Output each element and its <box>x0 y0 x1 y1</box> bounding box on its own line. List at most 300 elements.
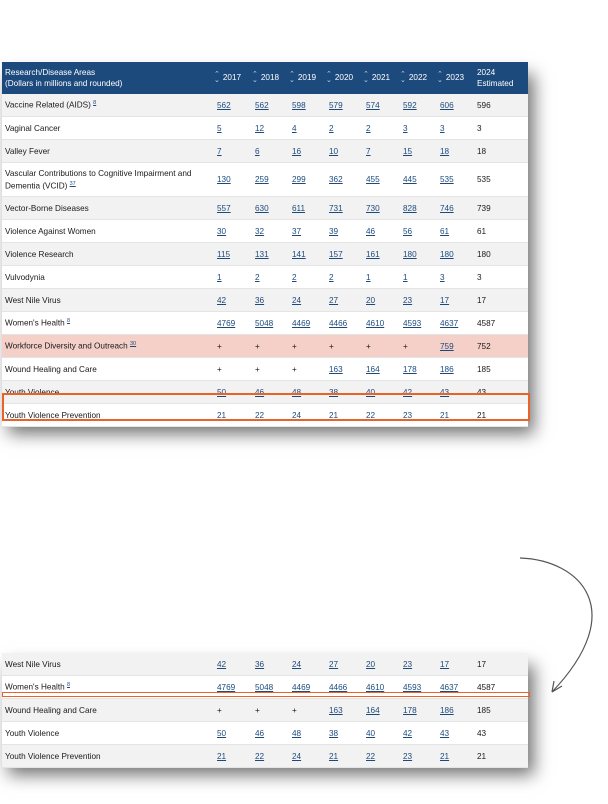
header-estimated-column[interactable]: 2024 Estimated <box>477 68 514 88</box>
value-link[interactable]: 4466 <box>329 318 348 328</box>
value-link[interactable]: 38 <box>329 387 339 397</box>
year-value-cell[interactable] <box>326 653 363 676</box>
value-link[interactable]: 27 <box>329 295 339 305</box>
year-value-cell[interactable] <box>363 117 400 140</box>
year-value-cell[interactable] <box>289 404 326 427</box>
estimated-value-cell: 535 <box>474 163 528 197</box>
year-value-cell[interactable] <box>400 243 437 266</box>
year-value-cell[interactable] <box>252 653 289 676</box>
value-link[interactable]: 592 <box>403 100 417 110</box>
value-link[interactable]: 7 <box>366 146 371 156</box>
value-link[interactable]: 2 <box>329 272 334 282</box>
table-row <box>2 745 528 768</box>
value-link[interactable]: 4769 <box>217 318 236 328</box>
year-value-cell[interactable] <box>289 163 326 197</box>
value-link[interactable]: 21 <box>217 410 227 420</box>
sort-updown-icon[interactable]: ⌃ ⌄ <box>400 71 406 84</box>
year-value-cell[interactable] <box>326 266 363 289</box>
year-value-cell[interactable] <box>326 197 363 220</box>
estimated-value-cell: 180 <box>474 243 528 266</box>
year-value-cell[interactable] <box>252 94 289 117</box>
year-value-cell[interactable] <box>437 163 474 197</box>
estimated-value-cell: 752 <box>474 335 528 358</box>
value-link[interactable]: 12 <box>255 123 265 133</box>
value-link[interactable]: 36 <box>255 295 265 305</box>
value-link[interactable]: 574 <box>366 100 380 110</box>
value-link[interactable]: 180 <box>403 249 417 259</box>
year-value-cell[interactable] <box>289 117 326 140</box>
year-value-cell[interactable] <box>437 335 474 358</box>
year-value-cell[interactable] <box>400 312 437 335</box>
year-value-cell[interactable] <box>252 117 289 140</box>
value-link[interactable]: 178 <box>403 705 417 715</box>
year-value-cell[interactable] <box>437 745 474 768</box>
value-link[interactable]: 38 <box>329 728 339 738</box>
value-link[interactable]: 4637 <box>440 318 459 328</box>
year-value-cell[interactable] <box>326 722 363 745</box>
year-value-cell[interactable] <box>363 404 400 427</box>
year-value-cell[interactable] <box>326 117 363 140</box>
year-value-cell[interactable] <box>326 312 363 335</box>
year-value-cell[interactable] <box>363 94 400 117</box>
year-value-cell[interactable] <box>400 358 437 381</box>
value-link[interactable]: 186 <box>440 705 454 715</box>
value-link[interactable]: 4593 <box>403 318 422 328</box>
value-link[interactable]: 42 <box>403 387 413 397</box>
value-link[interactable]: 48 <box>292 387 302 397</box>
year-value-cell[interactable] <box>363 722 400 745</box>
year-value-cell[interactable] <box>363 358 400 381</box>
value-link[interactable]: 828 <box>403 203 417 213</box>
value-link[interactable]: 186 <box>440 364 454 374</box>
value-link[interactable]: 180 <box>440 249 454 259</box>
value-link[interactable]: 4469 <box>292 682 311 692</box>
year-value-cell[interactable] <box>326 404 363 427</box>
header-year-2020[interactable]: ⌃ ⌄ 2020 <box>326 71 354 84</box>
value-link[interactable]: 115 <box>217 249 231 259</box>
year-value-cell[interactable] <box>326 220 363 243</box>
value-link[interactable]: 42 <box>217 659 227 669</box>
year-value-cell[interactable] <box>400 699 437 722</box>
value-link[interactable]: 23 <box>403 295 413 305</box>
value-link[interactable]: 4610 <box>366 682 385 692</box>
value-link[interactable]: 22 <box>366 410 376 420</box>
year-value-cell[interactable] <box>363 312 400 335</box>
year-value-cell[interactable] <box>252 140 289 163</box>
table-row <box>2 94 528 117</box>
value-link[interactable]: 23 <box>403 659 413 669</box>
sort-updown-icon[interactable]: ⌃ ⌄ <box>289 71 295 84</box>
table-row <box>2 335 528 358</box>
table-row <box>2 358 528 381</box>
sort-updown-icon[interactable]: ⌃ ⌄ <box>252 71 258 84</box>
value-link[interactable]: 27 <box>329 659 339 669</box>
value-link[interactable]: 21 <box>217 751 227 761</box>
value-link[interactable]: 56 <box>403 226 413 236</box>
value-link[interactable]: 2 <box>329 123 334 133</box>
value-link[interactable]: 259 <box>255 175 269 184</box>
value-link[interactable]: 2 <box>366 123 371 133</box>
year-value-cell[interactable] <box>326 94 363 117</box>
value-link[interactable]: 163 <box>329 705 343 715</box>
header-year-2022[interactable]: ⌃ ⌄ 2022 <box>400 71 428 84</box>
header-area-sublabel: (Dollars in millions and rounded) <box>5 79 123 88</box>
year-value-cell[interactable] <box>400 94 437 117</box>
row-area-name: Wound Healing and Care <box>2 699 214 722</box>
value-link[interactable]: 1 <box>366 272 371 282</box>
footnote-link[interactable]: 30 <box>130 341 137 348</box>
value-link[interactable]: 22 <box>255 410 265 420</box>
value-link[interactable]: 2 <box>292 272 297 282</box>
year-value-cell[interactable] <box>400 197 437 220</box>
value-link[interactable]: 17 <box>440 659 450 669</box>
year-value-cell[interactable] <box>363 289 400 312</box>
value-link[interactable]: 731 <box>329 203 343 213</box>
year-value-cell[interactable] <box>400 140 437 163</box>
year-value-cell[interactable] <box>437 117 474 140</box>
year-value-cell[interactable] <box>400 163 437 197</box>
year-value-cell[interactable] <box>289 220 326 243</box>
value-link[interactable]: 21 <box>329 751 339 761</box>
value-link[interactable]: 4637 <box>440 682 459 692</box>
value-link[interactable]: 40 <box>366 387 376 397</box>
footnote-link[interactable]: 8 <box>93 100 97 107</box>
value-link[interactable]: 30 <box>217 226 227 236</box>
row-area-name: Vaccine Related (AIDS) $^8$ <box>2 94 214 117</box>
year-value-cell[interactable] <box>437 94 474 117</box>
value-link[interactable]: 43 <box>440 387 450 397</box>
value-link[interactable]: 141 <box>292 249 306 259</box>
value-link[interactable]: 4610 <box>366 318 385 328</box>
year-value-cell[interactable] <box>437 140 474 163</box>
value-link[interactable]: 21 <box>440 751 450 761</box>
value-link[interactable]: 36 <box>255 659 265 669</box>
year-value-cell: + <box>400 335 437 358</box>
year-value-cell[interactable] <box>363 699 400 722</box>
year-value-cell[interactable] <box>437 243 474 266</box>
year-value-cell[interactable] <box>289 266 326 289</box>
year-value-cell[interactable] <box>363 653 400 676</box>
value-link[interactable]: 61 <box>440 226 450 236</box>
value-link[interactable]: 24 <box>292 295 302 305</box>
year-value-cell[interactable] <box>214 381 252 404</box>
value-link[interactable]: 16 <box>292 146 302 156</box>
estimated-value-cell: 4587 <box>474 312 528 335</box>
year-value-cell[interactable] <box>363 140 400 163</box>
value-link[interactable]: 20 <box>366 295 376 305</box>
year-value-cell[interactable] <box>400 745 437 768</box>
table-row <box>2 140 528 163</box>
table-row <box>2 163 528 197</box>
sort-updown-icon[interactable]: ⌃ ⌄ <box>363 71 369 84</box>
value-link[interactable]: 17 <box>440 295 450 305</box>
year-value-cell[interactable] <box>214 117 252 140</box>
year-value-cell[interactable] <box>214 745 252 768</box>
year-value-cell[interactable] <box>437 220 474 243</box>
year-value-cell[interactable] <box>252 722 289 745</box>
value-link[interactable]: 579 <box>329 100 343 110</box>
value-link[interactable]: 157 <box>329 249 343 259</box>
bottom-table-body <box>2 653 528 768</box>
year-value-cell[interactable] <box>214 289 252 312</box>
year-value-cell[interactable] <box>437 289 474 312</box>
year-value-cell[interactable] <box>437 699 474 722</box>
value-link[interactable]: 24 <box>292 751 302 761</box>
value-link[interactable]: 23 <box>403 751 413 761</box>
value-link[interactable]: 40 <box>366 728 376 738</box>
value-link[interactable]: 4466 <box>329 682 348 692</box>
value-link[interactable]: 445 <box>403 175 417 184</box>
value-link[interactable]: 4593 <box>403 682 422 692</box>
value-link[interactable]: 562 <box>217 100 231 110</box>
year-value-cell[interactable] <box>252 312 289 335</box>
value-link[interactable]: 48 <box>292 728 302 738</box>
year-value-cell[interactable] <box>400 220 437 243</box>
row-area-name: Violence Research <box>2 243 214 266</box>
year-value-cell: + <box>289 335 326 358</box>
year-value-cell[interactable] <box>252 220 289 243</box>
footnote-link[interactable]: 37 <box>69 180 76 187</box>
year-value-cell[interactable] <box>400 266 437 289</box>
value-link[interactable]: 131 <box>255 249 269 259</box>
year-value-cell[interactable] <box>326 381 363 404</box>
value-link[interactable]: 2 <box>255 272 260 282</box>
year-value-cell[interactable] <box>214 404 252 427</box>
year-value-cell[interactable] <box>252 197 289 220</box>
year-value-cell[interactable] <box>326 745 363 768</box>
table-row <box>2 312 528 335</box>
sort-updown-icon[interactable]: ⌃ ⌄ <box>214 71 220 84</box>
estimated-value-cell: 21 <box>474 404 528 427</box>
value-link[interactable]: 22 <box>255 751 265 761</box>
value-link[interactable]: 606 <box>440 100 454 110</box>
table-row <box>2 722 528 745</box>
year-value-cell[interactable] <box>289 653 326 676</box>
table-header-row <box>2 62 528 94</box>
header-year-2023[interactable]: ⌃ ⌄ 2023 <box>437 71 465 84</box>
year-value-cell[interactable] <box>437 266 474 289</box>
top-table-body <box>2 94 528 427</box>
year-value-cell: + <box>289 699 326 722</box>
value-link[interactable]: 22 <box>366 751 376 761</box>
value-link[interactable]: 455 <box>366 175 380 184</box>
year-value-cell[interactable] <box>437 312 474 335</box>
value-link[interactable]: 32 <box>255 226 265 236</box>
estimated-value-cell: 61 <box>474 220 528 243</box>
footnote-link[interactable]: 8 <box>66 682 71 689</box>
value-link[interactable]: 23 <box>403 410 413 420</box>
value-link[interactable]: 630 <box>255 203 269 213</box>
year-value-cell[interactable] <box>252 163 289 197</box>
row-area-name: Youth Violence <box>2 381 214 404</box>
year-value-cell[interactable] <box>214 140 252 163</box>
value-link[interactable]: 178 <box>403 364 417 374</box>
year-value-cell[interactable] <box>252 745 289 768</box>
estimated-value-cell: 185 <box>474 358 528 381</box>
value-link[interactable]: 3 <box>440 123 445 133</box>
value-link[interactable]: 24 <box>292 659 302 669</box>
value-link[interactable]: 50 <box>217 728 227 738</box>
estimated-value-cell: 21 <box>474 745 528 768</box>
value-link[interactable]: 299 <box>292 175 306 184</box>
year-value-cell[interactable] <box>214 312 252 335</box>
value-link[interactable]: 535 <box>440 175 454 184</box>
value-link[interactable]: 7 <box>217 146 222 156</box>
value-link[interactable]: 1 <box>217 272 222 282</box>
year-value-cell[interactable] <box>289 381 326 404</box>
year-value-cell[interactable] <box>252 243 289 266</box>
year-value-cell: + <box>252 335 289 358</box>
value-link[interactable]: 42 <box>217 295 227 305</box>
value-link[interactable]: 46 <box>366 226 376 236</box>
year-value-cell[interactable] <box>252 404 289 427</box>
value-link[interactable]: 730 <box>366 203 380 213</box>
value-link[interactable]: 15 <box>403 146 413 156</box>
value-link[interactable]: 43 <box>440 728 450 738</box>
value-link[interactable]: 5048 <box>255 682 274 692</box>
year-value-cell[interactable] <box>214 94 252 117</box>
value-link[interactable]: 4469 <box>292 318 311 328</box>
year-value-cell[interactable] <box>400 722 437 745</box>
year-value-cell[interactable] <box>363 163 400 197</box>
year-value-cell[interactable] <box>252 289 289 312</box>
sort-updown-icon[interactable]: ⌃ ⌄ <box>326 71 332 84</box>
year-value-cell[interactable] <box>437 381 474 404</box>
value-link[interactable]: 5 <box>217 123 222 133</box>
year-value-cell[interactable] <box>363 381 400 404</box>
year-value-cell[interactable] <box>214 243 252 266</box>
value-link[interactable]: 10 <box>329 146 339 156</box>
bottom-table-panel <box>2 653 528 763</box>
year-value-cell[interactable] <box>289 197 326 220</box>
year-value-cell[interactable] <box>363 745 400 768</box>
value-link[interactable]: 42 <box>403 728 413 738</box>
value-link[interactable]: 4 <box>292 123 297 133</box>
table-row <box>2 220 528 243</box>
value-link[interactable]: 746 <box>440 203 454 213</box>
year-value-cell[interactable] <box>363 197 400 220</box>
row-area-name: West Nile Virus <box>2 289 214 312</box>
value-link[interactable]: 18 <box>440 146 450 156</box>
value-link[interactable]: 20 <box>366 659 376 669</box>
value-link[interactable]: 21 <box>329 410 339 420</box>
value-link[interactable]: 5048 <box>255 318 274 328</box>
value-link[interactable]: 557 <box>217 203 231 213</box>
year-value-cell[interactable] <box>289 289 326 312</box>
footnote-link[interactable]: 8 <box>66 318 71 325</box>
header-year-2019[interactable]: ⌃ ⌄ 2019 <box>289 71 317 84</box>
year-value-cell: + <box>363 335 400 358</box>
estimated-value-cell: 739 <box>474 197 528 220</box>
year-value-cell[interactable] <box>437 197 474 220</box>
year-value-cell: + <box>214 358 252 381</box>
year-value-cell[interactable] <box>437 722 474 745</box>
year-value-cell[interactable] <box>326 289 363 312</box>
table-row <box>2 404 528 427</box>
estimated-value-cell: 43 <box>474 381 528 404</box>
year-value-cell[interactable] <box>252 381 289 404</box>
value-link[interactable]: 39 <box>329 226 339 236</box>
value-link[interactable]: 164 <box>366 705 380 715</box>
year-value-cell[interactable] <box>400 381 437 404</box>
value-link[interactable]: 37 <box>292 226 302 236</box>
year-value-cell[interactable] <box>437 358 474 381</box>
value-link[interactable]: 611 <box>292 203 306 213</box>
value-link[interactable]: 362 <box>329 175 343 184</box>
year-value-cell[interactable] <box>326 358 363 381</box>
year-value-cell[interactable] <box>400 117 437 140</box>
year-value-cell[interactable] <box>400 404 437 427</box>
year-value-cell[interactable] <box>214 266 252 289</box>
row-area-name: Vascular Contributions to Cognitive Impairment and Dementia (VCID) $^{37}$ <box>2 163 214 197</box>
year-value-cell[interactable] <box>326 243 363 266</box>
year-value-cell[interactable] <box>400 289 437 312</box>
year-value-cell[interactable] <box>326 140 363 163</box>
value-link[interactable]: 3 <box>440 272 445 282</box>
year-value-cell[interactable] <box>252 266 289 289</box>
year-value-cell[interactable] <box>326 699 363 722</box>
year-value-cell[interactable] <box>363 220 400 243</box>
value-link[interactable]: 598 <box>292 100 306 110</box>
row-area-name: Vaginal Cancer <box>2 117 214 140</box>
year-value-cell[interactable] <box>326 163 363 197</box>
value-link[interactable]: 3 <box>403 123 408 133</box>
year-value-cell[interactable] <box>400 653 437 676</box>
header-area-column[interactable] <box>2 62 214 94</box>
year-value-cell[interactable] <box>214 220 252 243</box>
value-link[interactable]: 46 <box>255 387 265 397</box>
year-value-cell[interactable] <box>214 653 252 676</box>
header-year-2017[interactable]: ⌃ ⌄ 2017 <box>214 71 242 84</box>
value-link[interactable]: 4769 <box>217 682 236 692</box>
row-area-name: Women's Health $^8$ <box>2 676 214 699</box>
year-value-cell[interactable] <box>289 140 326 163</box>
table-row <box>2 117 528 140</box>
year-value-cell[interactable] <box>363 266 400 289</box>
year-value-cell[interactable] <box>289 745 326 768</box>
value-link[interactable]: 562 <box>255 100 269 110</box>
sort-updown-icon[interactable]: ⌃ ⌄ <box>437 71 443 84</box>
value-link[interactable]: 759 <box>440 341 454 351</box>
value-link[interactable]: 161 <box>366 249 380 259</box>
value-link[interactable]: 24 <box>292 410 302 420</box>
value-link[interactable]: 46 <box>255 728 265 738</box>
header-year-2018[interactable]: ⌃ ⌄ 2018 <box>252 71 280 84</box>
year-value-cell[interactable] <box>214 163 252 197</box>
header-year-2021[interactable]: ⌃ ⌄ 2021 <box>363 71 391 84</box>
estimated-value-cell: 4587 <box>474 676 528 699</box>
value-link[interactable]: 21 <box>440 410 450 420</box>
year-value-cell[interactable] <box>289 722 326 745</box>
year-value-cell[interactable] <box>289 94 326 117</box>
value-link[interactable]: 50 <box>217 387 227 397</box>
year-value-cell[interactable] <box>437 653 474 676</box>
value-link[interactable]: 163 <box>329 364 343 374</box>
value-link[interactable]: 164 <box>366 364 380 374</box>
estimated-value-cell: 185 <box>474 699 528 722</box>
row-area-name: Youth Violence <box>2 722 214 745</box>
value-link[interactable]: 130 <box>217 175 231 184</box>
year-value-cell[interactable] <box>214 722 252 745</box>
year-value-cell[interactable] <box>289 312 326 335</box>
year-value-cell[interactable] <box>214 197 252 220</box>
year-value-cell[interactable] <box>289 243 326 266</box>
year-value-cell[interactable] <box>437 404 474 427</box>
value-link[interactable]: 1 <box>403 272 408 282</box>
year-value-cell[interactable] <box>363 243 400 266</box>
row-area-name: Youth Violence Prevention <box>2 745 214 768</box>
value-link[interactable]: 6 <box>255 146 260 156</box>
